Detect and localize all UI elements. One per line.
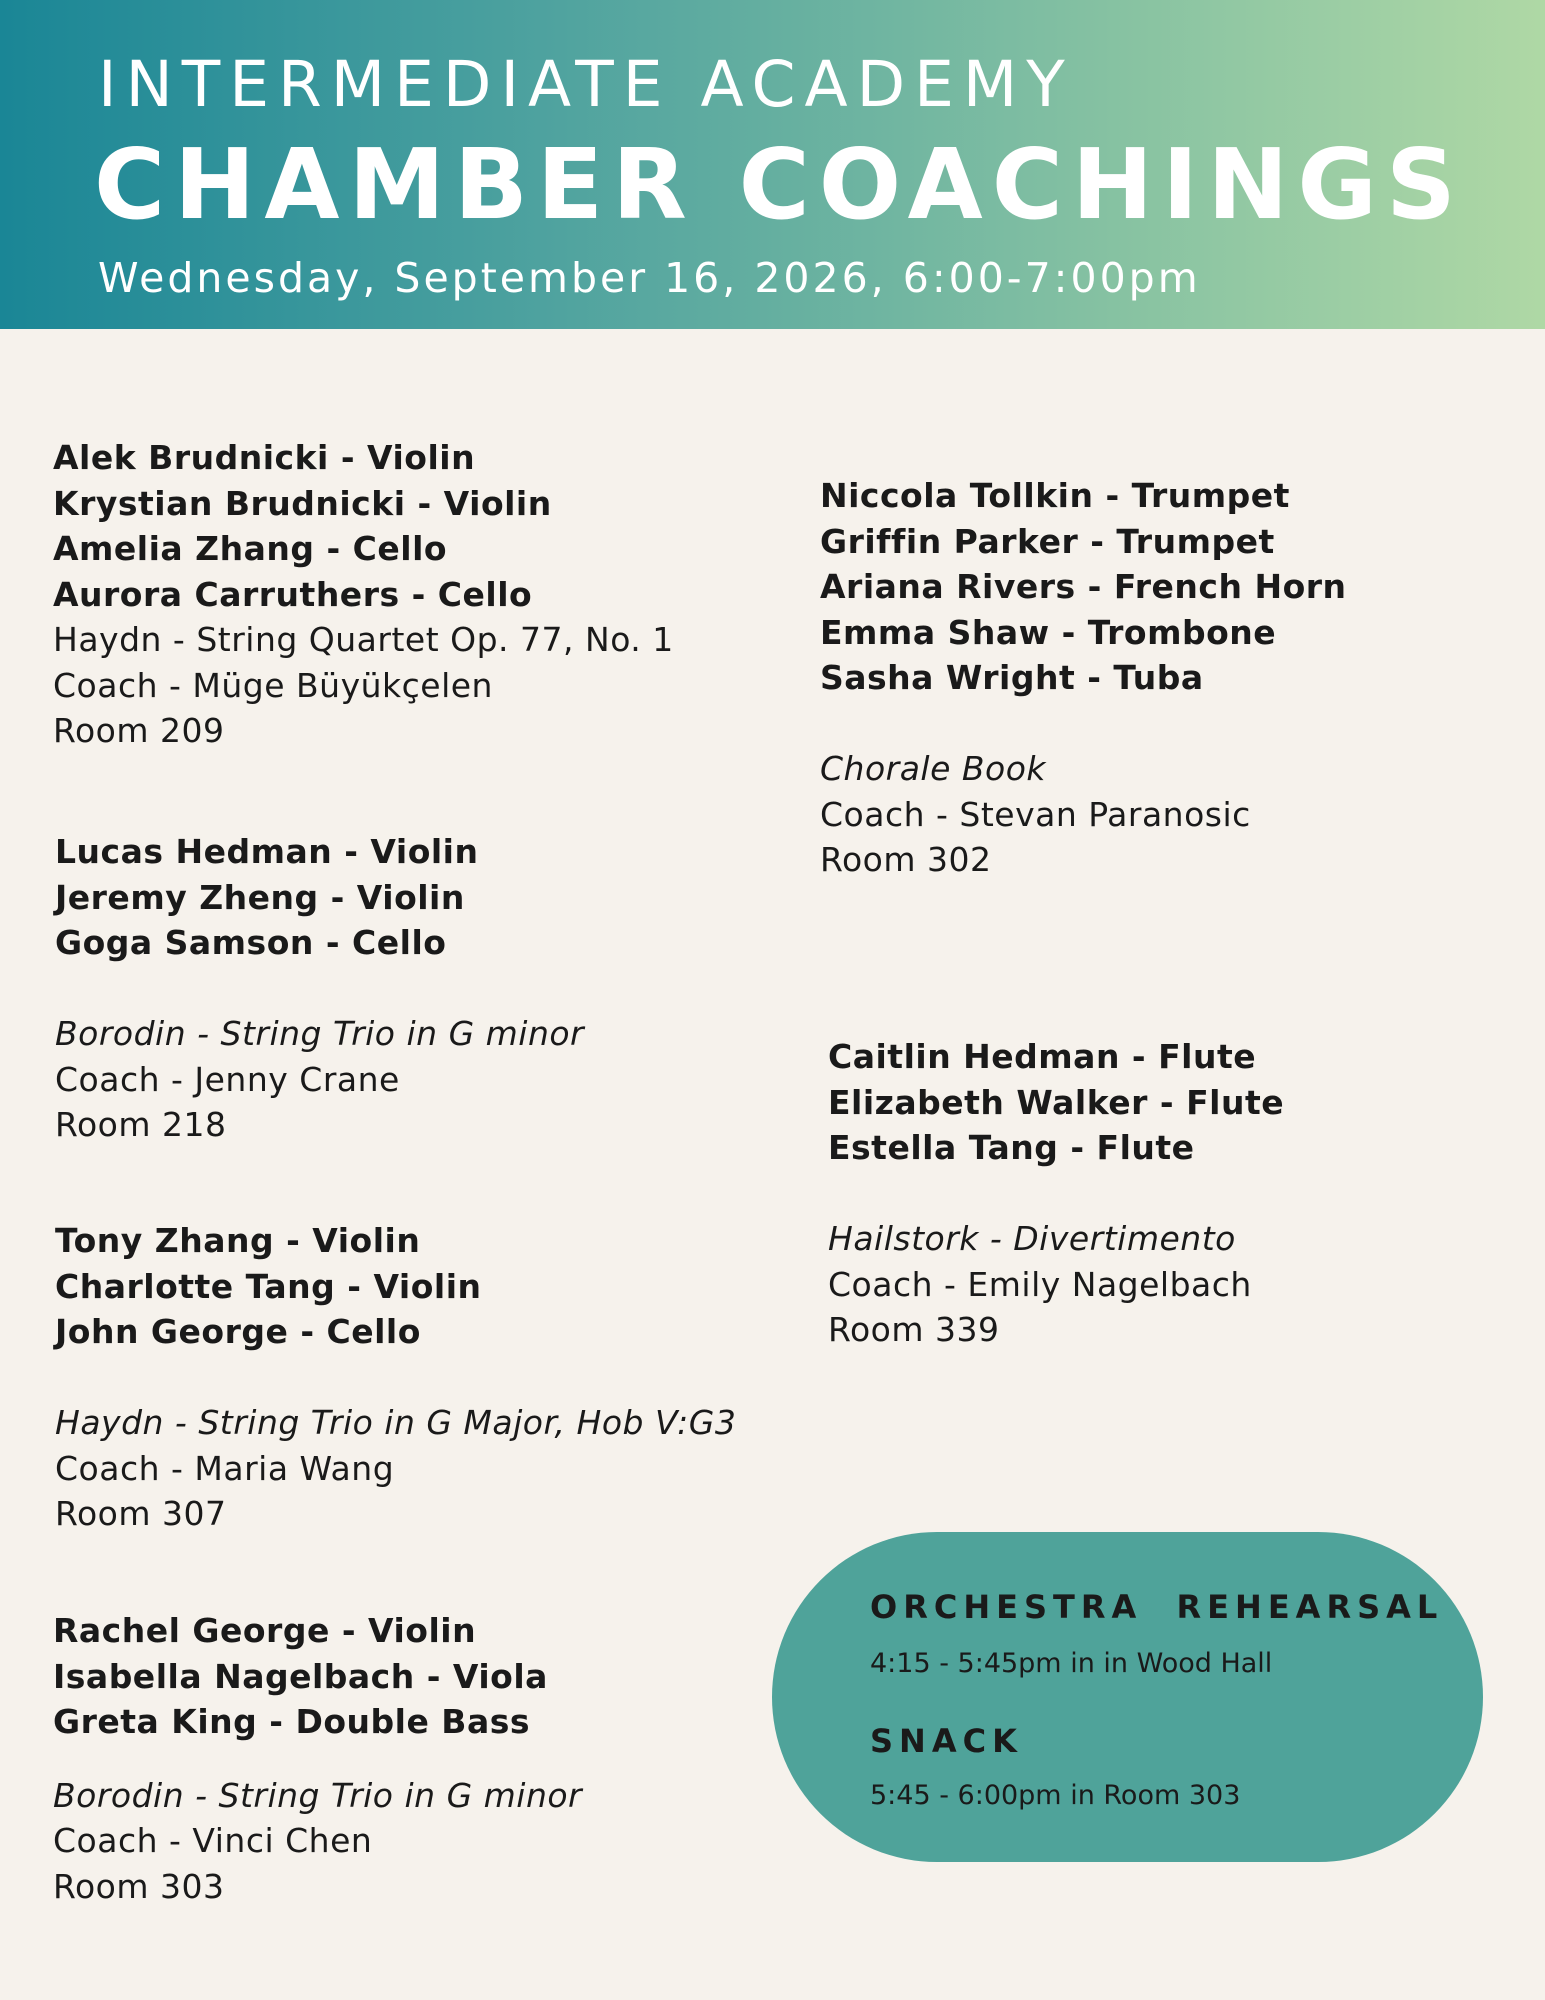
member-name: Alek Brudnicki - Violin <box>53 438 476 477</box>
piece-title: Borodin - String Trio in G minor <box>55 1014 585 1053</box>
coach-name: Coach - Stevan Paranosic <box>820 794 1251 834</box>
member-name: Amelia Zhang - Cello <box>53 529 448 568</box>
academy-name: INTERMEDIATE ACADEMY <box>98 48 1074 121</box>
piece-title: Chorale Book <box>820 749 1047 788</box>
event-date: Wednesday, September 16, 2026, 6:00-7:00pm <box>98 254 1201 302</box>
piece-title: Haydn - String Trio in G Major, Hob V:G3 <box>55 1403 737 1442</box>
spacer <box>55 966 584 1012</box>
member-name: Rachel George - Violin <box>53 1611 477 1650</box>
spacer <box>55 1355 736 1401</box>
room-number: Room 302 <box>820 840 992 879</box>
page-title: CHAMBER COACHINGS <box>94 128 1465 241</box>
rehearsal-heading: ORCHESTRA REHEARSAL <box>870 1588 1444 1626</box>
coaching-group-4 <box>53 1608 582 1909</box>
snack-time: 5:45 - 6:00pm in Room 303 <box>870 1780 1241 1811</box>
member-name: Tony Zhang - Violin <box>55 1221 421 1260</box>
member-name: Elizabeth Walker - Flute <box>828 1082 1285 1122</box>
room-number: Room 209 <box>53 711 225 750</box>
member-name: Lucas Hedman - Violin <box>55 832 479 871</box>
member-name: Sasha Wright - Tuba <box>820 658 1204 697</box>
coaching-group-3 <box>55 1218 736 1537</box>
coaching-group-5 <box>820 473 1347 883</box>
room-number: Room 218 <box>55 1105 227 1144</box>
piece-title: Haydn - String Quartet Op. 77, No. 1 <box>53 620 674 659</box>
member-name: Krystian Brudnicki - Violin <box>53 483 552 523</box>
coach-name: Coach - Jenny Crane <box>55 1059 400 1099</box>
coaching-group-1 <box>53 435 674 754</box>
member-name: Caitlin Hedman - Flute <box>828 1037 1257 1076</box>
member-name: Aurora Carruthers - Cello <box>53 574 533 614</box>
room-number: Room 303 <box>53 1866 225 1906</box>
spacer <box>53 1745 582 1773</box>
member-name: Jeremy Zheng - Violin <box>55 877 465 917</box>
schedule-notice <box>772 1532 1483 1862</box>
member-name: Goga Samson - Cello <box>55 923 447 962</box>
member-name: Isabella Nagelbach - Viola <box>53 1656 548 1696</box>
member-name: Emma Shaw - Trombone <box>820 612 1277 652</box>
header-banner <box>0 0 1545 329</box>
coaching-group-6 <box>828 1034 1284 1353</box>
member-name: Niccola Tollkin - Trumpet <box>820 476 1290 515</box>
member-name: Griffin Parker - Trumpet <box>820 521 1275 561</box>
member-name: Ariana Rivers - French Horn <box>820 567 1347 606</box>
room-number: Room 307 <box>55 1494 227 1533</box>
rehearsal-time: 4:15 - 5:45pm in in Wood Hall <box>870 1648 1273 1679</box>
coach-name: Coach - Emily Nagelbach <box>828 1264 1252 1304</box>
spacer <box>828 1171 1284 1217</box>
coach-name: Coach - Vinci Chen <box>53 1821 373 1860</box>
piece-title: Hailstork - Divertimento <box>828 1219 1236 1258</box>
spacer <box>820 701 1347 747</box>
member-name: Charlotte Tang - Violin <box>55 1266 482 1306</box>
member-name: Greta King - Double Bass <box>53 1702 531 1741</box>
member-name: Estella Tang - Flute <box>828 1128 1195 1167</box>
piece-title: Borodin - String Trio in G minor <box>53 1775 583 1815</box>
coach-name: Coach - Müge Büyükçelen <box>53 665 493 705</box>
room-number: Room 339 <box>828 1310 1000 1349</box>
snack-heading: SNACK <box>870 1722 1023 1760</box>
coach-name: Coach - Maria Wang <box>55 1448 395 1488</box>
coaching-group-2 <box>55 829 584 1148</box>
member-name: John George - Cello <box>55 1312 421 1351</box>
